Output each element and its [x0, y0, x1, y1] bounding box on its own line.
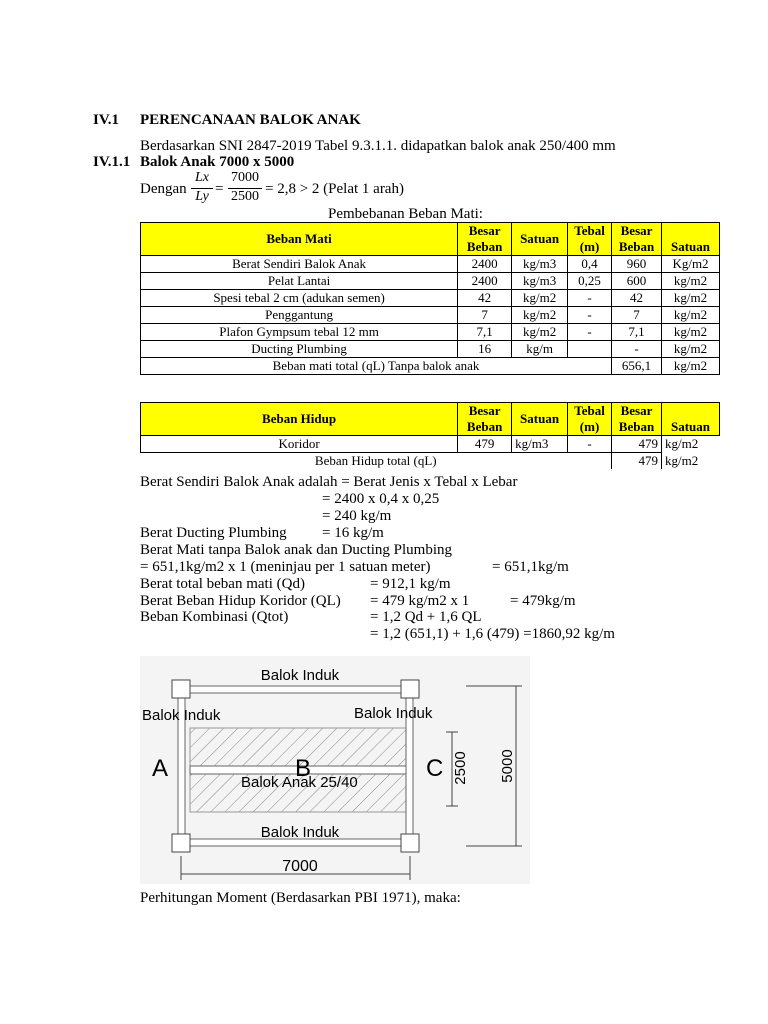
- calc-line: = 1,2 (651,1) + 1,6 (479) =1860,92 kg/m: [370, 626, 615, 642]
- header-besar-beban-2: Besar Beban: [612, 403, 662, 436]
- table-row: Spesi tebal 2 cm (adukan semen) 42 kg/m2 - 42 kg/m2: [141, 290, 720, 307]
- formula-eq: =: [215, 181, 224, 197]
- live-load-table: [140, 402, 720, 469]
- calc-line: = 912,1 kg/m: [370, 576, 451, 592]
- header-besar-beban: Besar Beban: [458, 403, 512, 436]
- table-row: Koridor 479 kg/m3 - 479 kg/m2: [141, 436, 720, 453]
- dim-7000: 7000: [282, 858, 318, 875]
- footer-text: Perhitungan Moment (Berdasarkan PBI 1971), maka:: [140, 890, 461, 906]
- calc-line: Berat Sendiri Balok Anak adalah = Berat Jenis x Tebal x Lebar: [140, 474, 518, 490]
- calc-line: Beban Kombinasi (Qtot): [140, 609, 289, 625]
- calc-line: Berat Ducting Plumbing: [140, 525, 287, 541]
- dead-total-value: 656,1: [612, 358, 662, 375]
- calc-line: = 479kg/m: [510, 593, 576, 609]
- formula-2500: 2500: [231, 189, 259, 204]
- calc-line: Berat Beban Hidup Koridor (QL): [140, 593, 341, 609]
- header-satuan-2: Satuan: [662, 223, 720, 256]
- header-besar-beban-2: Besar Beban: [612, 223, 662, 256]
- label-bottom: Balok Induk: [260, 824, 340, 841]
- formula-ly: Ly: [195, 189, 209, 204]
- header-beban-mati: Beban Mati: [141, 223, 458, 256]
- dead-load-table: [140, 222, 720, 375]
- header-beban-hidup: Beban Hidup: [141, 403, 458, 436]
- live-total-unit: kg/m2: [664, 452, 699, 468]
- calc-line: = 1,2 Qd + 1,6 QL: [370, 609, 482, 625]
- label-c: C: [426, 755, 444, 782]
- label-right: Balok Induk: [354, 705, 433, 722]
- calc-line: = 651,1kg/m2 x 1 (meninjau per 1 satuan meter): [140, 559, 431, 575]
- calc-line: = 240 kg/m: [322, 508, 392, 524]
- calc-line: = 651,1kg/m: [492, 559, 569, 575]
- dead-total-label: Beban mati total (qL) Tanpa balok anak: [141, 358, 612, 375]
- calc-line: = 2400 x 0,4 x 0,25: [322, 491, 440, 507]
- header-satuan: Satuan: [512, 403, 568, 436]
- header-tebal: Tebal (m): [568, 223, 612, 256]
- label-balok-anak: Balok Anak 25/40: [241, 774, 358, 791]
- dim-5000: 5000: [499, 749, 516, 783]
- header-tebal: Tebal (m): [568, 403, 612, 436]
- calc-line: = 16 kg/m: [322, 525, 384, 541]
- formula-7000: 7000: [231, 170, 259, 185]
- table-row: Berat Sendiri Balok Anak 2400 kg/m3 0,4 960 Kg/m2: [141, 256, 720, 273]
- formula-result: = 2,8 > 2 (Pelat 1 arah): [265, 181, 404, 197]
- section-number: IV.1: [93, 112, 119, 128]
- column: [401, 680, 419, 698]
- formula-lx: Lx: [195, 170, 209, 185]
- table-row: Penggantung 7 kg/m2 - 7 kg/m2: [141, 307, 720, 324]
- table-row: Plafon Gympsum tebal 12 mm 7,1 kg/m2 - 7,1 kg/m2: [141, 324, 720, 341]
- label-a: A: [152, 755, 169, 782]
- label-left: Balok Induk: [142, 707, 221, 724]
- live-total-label: Beban Hidup total (qL): [141, 453, 612, 470]
- label-top: Balok Induk: [260, 667, 340, 684]
- column: [172, 834, 190, 852]
- subsection-title: Balok Anak 7000 x 5000: [140, 154, 295, 170]
- table-row: Ducting Plumbing 16 kg/m - kg/m2: [141, 341, 720, 358]
- header-besar-beban: Besar Beban: [458, 223, 512, 256]
- column: [401, 834, 419, 852]
- calc-line: Berat Mati tanpa Balok anak dan Ducting Plumbing: [140, 542, 453, 558]
- header-satuan-2: Satuan: [661, 403, 719, 436]
- calc-line: = 479 kg/m2 x 1: [370, 593, 470, 609]
- dim-2500: 2500: [452, 751, 469, 785]
- header-satuan: Satuan: [512, 223, 568, 256]
- subsection-number: IV.1.1: [93, 154, 131, 170]
- column: [172, 680, 190, 698]
- balok-induk-top: [186, 686, 414, 693]
- live-total-value: 479: [612, 453, 662, 470]
- total-row: [141, 453, 720, 470]
- beam-layout-diagram: [140, 656, 530, 884]
- table-row: Pelat Lantai 2400 kg/m3 0,25 600 kg/m2: [141, 273, 720, 290]
- dead-total-unit: kg/m2: [662, 358, 720, 375]
- dead-load-caption: Pembebanan Beban Mati:: [328, 206, 483, 222]
- label-b: B: [295, 755, 312, 782]
- calc-line: Berat total beban mati (Qd): [140, 576, 305, 592]
- intro-text: Berdasarkan SNI 2847-2019 Tabel 9.3.1.1. didapatkan balok anak 250/400 mm: [140, 138, 616, 154]
- total-row: [141, 358, 720, 375]
- section-title: PERENCANAAN BALOK ANAK: [140, 112, 361, 128]
- formula-prefix: Dengan: [140, 181, 187, 197]
